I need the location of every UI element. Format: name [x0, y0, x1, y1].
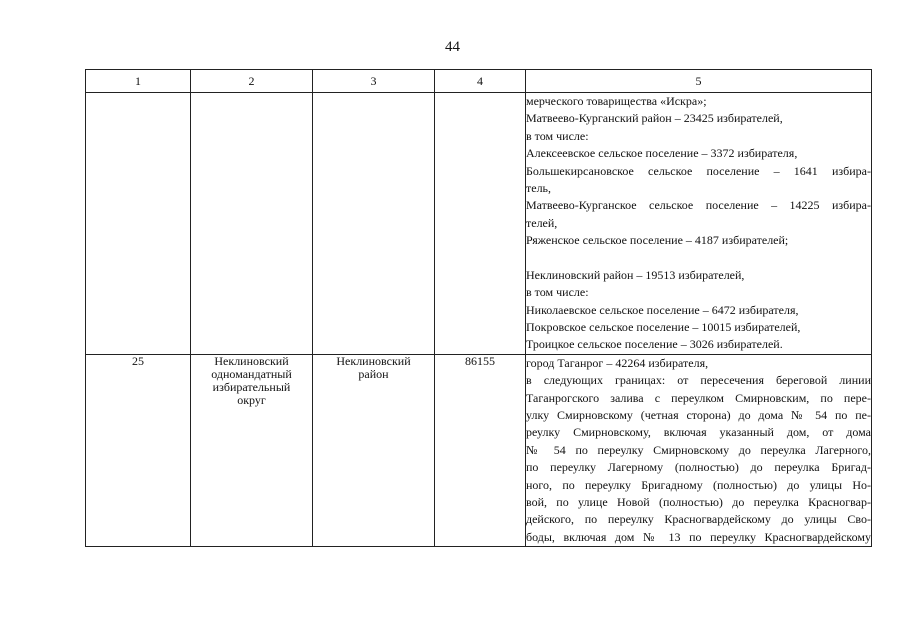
column-header: 4: [435, 70, 526, 93]
column-header: 5: [526, 70, 872, 93]
row-number-cell: [86, 93, 191, 355]
page-number: 44: [445, 39, 460, 55]
district-name-line: Неклиновский: [214, 353, 289, 368]
district-name-line: избирательный: [212, 379, 291, 394]
description-line: Ряженское сельское поселение – 4187 избирателей;: [526, 233, 789, 248]
district-name-cell: [191, 354, 313, 546]
description-line: боды, включая дом № 13 по переулку Красногвардейскому: [526, 529, 871, 544]
column-header: 3: [313, 70, 435, 93]
voter-count-cell: 86155: [435, 354, 526, 546]
description-line: Матвеево-Курганский район – 23425 избирателей,: [526, 111, 783, 126]
description-line: улку Смирновскому (четная сторона) до дома № 54 по пе-: [526, 408, 871, 423]
district-area-cell: [313, 354, 435, 546]
description-line: город Таганрог – 42264 избирателя,: [526, 355, 709, 370]
description-line: мерческого товарищества «Искра»;: [526, 94, 707, 108]
district-table: [85, 69, 872, 547]
description-line: Матвеево-Курганское сельское поселение – 14225 избира-: [526, 198, 871, 213]
description-line: в том числе:: [526, 128, 589, 143]
description-line: [526, 250, 871, 267]
description-line: Покровское сельское поселение – 10015 избирателей,: [526, 320, 801, 335]
table-header-row: [86, 70, 872, 93]
description-line: в следующих границах: от пересечения береговой линии: [526, 373, 871, 388]
description-line: Николаевское сельское поселение – 6472 избирателя,: [526, 302, 799, 317]
table-row: [86, 354, 872, 546]
district-description-cell: [526, 354, 872, 546]
voter-count-cell: [435, 93, 526, 355]
district-name-cell: [191, 93, 313, 355]
district-name-line: округ: [237, 392, 266, 407]
description-line: Таганрогского залива с переулком Смирновским, по пере-: [526, 390, 871, 405]
description-line: Неклиновский район – 19513 избирателей,: [526, 267, 745, 282]
district-name-line: одномандатный: [211, 366, 292, 381]
table-row: [86, 93, 872, 355]
description-line: Алексеевское сельское поселение – 3372 избирателя,: [526, 146, 798, 161]
row-number-cell: 25: [86, 354, 191, 546]
description-line: тель,: [526, 180, 552, 195]
description-line: реулку Смирновскому, включая указанный дом, от дома: [526, 425, 871, 440]
district-area-cell: [313, 93, 435, 355]
district-area-line: район: [358, 366, 389, 381]
description-line: в том числе:: [526, 285, 589, 300]
description-line: дейского, по переулку Красногвардейскому до улицы Сво-: [526, 512, 871, 527]
description-line: Большекирсановское сельское поселение – 1641 избира-: [526, 163, 871, 178]
description-line: вой, по улице Новой (полностью) до переулка Красногвар-: [526, 494, 871, 509]
district-area-line: Неклиновский: [336, 353, 411, 368]
column-header: 1: [86, 70, 191, 93]
description-line: Троицкое сельское поселение – 3026 избирателей.: [526, 337, 783, 352]
description-line: ного, по переулку Бригадному (полностью) до улицы Но-: [526, 477, 871, 492]
description-line: № 54 по переулку Смирновскому до переулка Лагерного,: [526, 442, 871, 457]
description-line: телей,: [526, 215, 558, 230]
column-header: 2: [191, 70, 313, 93]
description-line: по переулку Лагерному (полностью) до переулка Бригад-: [526, 460, 871, 475]
district-description-cell: [526, 93, 872, 355]
